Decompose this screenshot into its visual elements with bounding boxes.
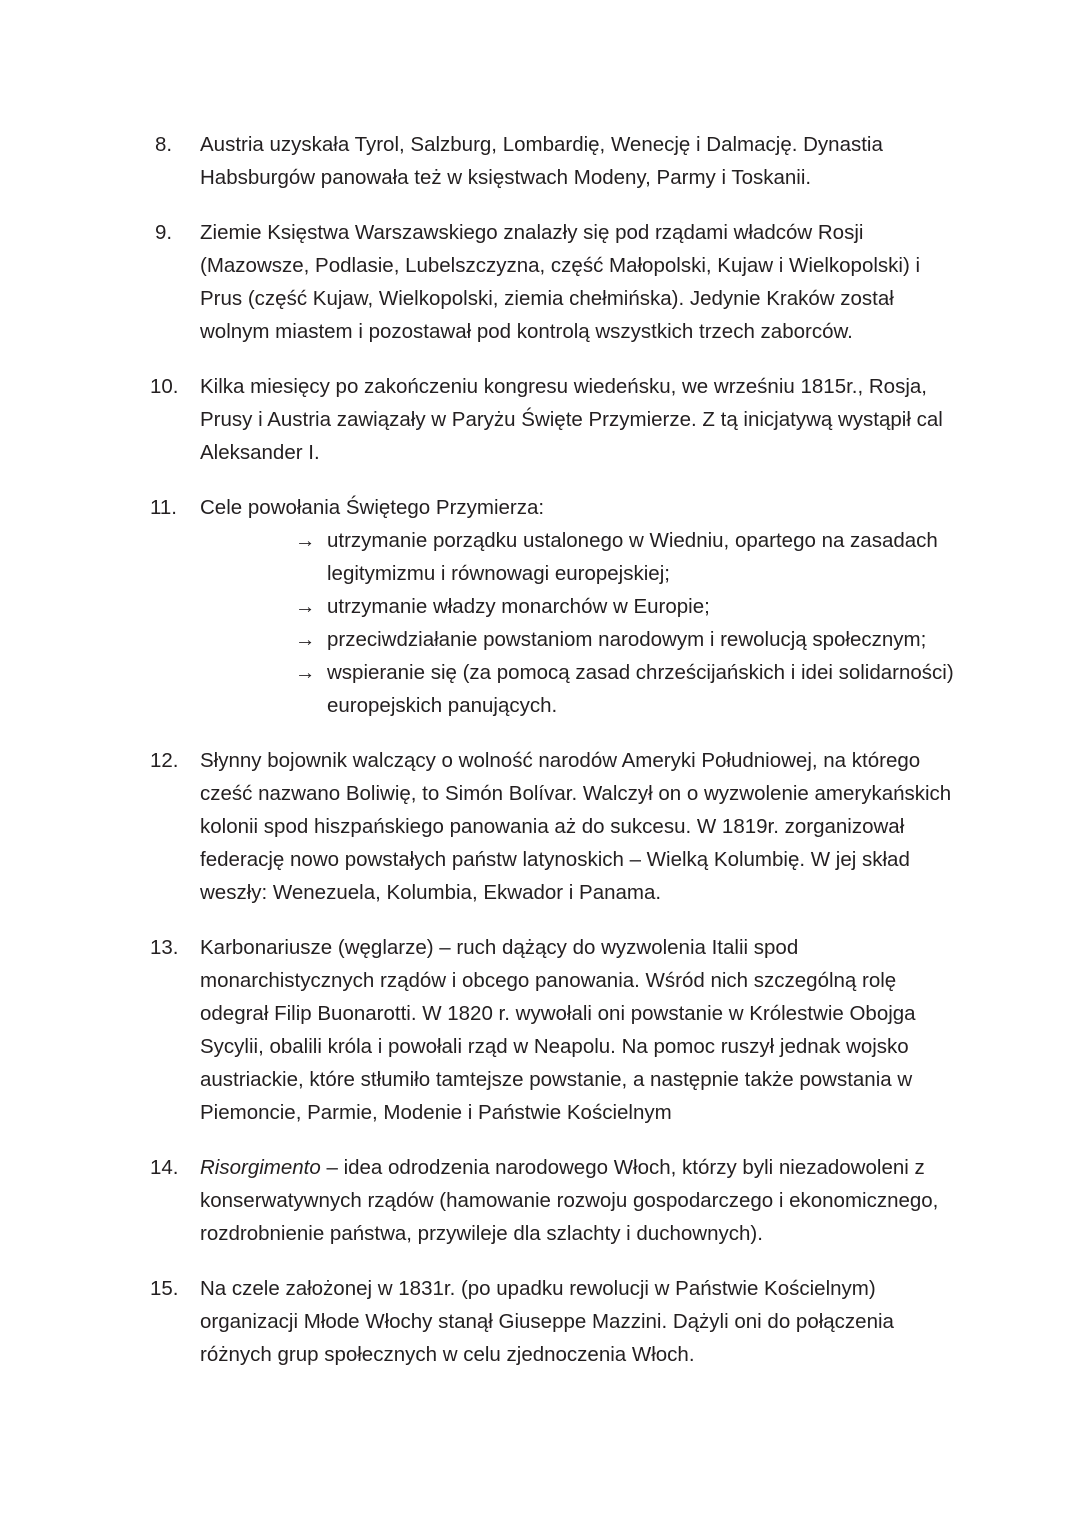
list-item <box>150 1151 955 1250</box>
list-item-number: 12. <box>150 749 179 772</box>
list-item-text <box>200 1151 955 1250</box>
arrow-list-item-text: wspieranie się (za pomocą zasad chrześcijańskich i idei solidarności) europejskich panujących. <box>327 661 954 717</box>
list-item <box>150 491 955 722</box>
list-item-number: 14. <box>150 1156 179 1179</box>
arrow-list-item <box>295 623 955 656</box>
arrow-list-item <box>295 656 955 722</box>
document-body <box>150 128 955 1371</box>
list-item-text: Austria uzyskała Tyrol, Salzburg, Lombardię, Wenecję i Dalmację. Dynastia Habsburgów panowała też w księstwach Modeny, Parmy i Toskanii. <box>200 133 883 189</box>
arrow-right-icon: → <box>295 595 316 618</box>
list-item-text: Na czele założonej w 1831r. (po upadku rewolucji w Państwie Kościelnym) organizacji Młode Włochy stanął Giuseppe Mazzini. Dążyli oni do połączenia różnych grup społecznych w celu zjednoczenia Włoch. <box>200 1277 894 1366</box>
arrow-list-item-text: przeciwdziałanie powstaniom narodowym i rewolucją społecznym; <box>327 628 927 651</box>
arrow-list-item <box>295 590 955 623</box>
arrow-list-item-text: utrzymanie porządku ustalonego w Wiedniu, opartego na zasadach legitymizmu i równowagi europejskiej; <box>327 529 938 585</box>
list-item-text: Słynny bojownik walczący o wolność narodów Ameryki Południowej, na którego cześć nazwano Boliwię, to Simón Bolívar. Walczył on o wyzwolenie amerykańskich kolonii spod hiszpańskiego panowania aż do sukcesu. W 1819r. zorganizował federację nowo powstałych państw latynoskich – Wielką Kolumbię. W jej skład weszły: Wenezuela, Kolumbia, Ekwador i Panama. <box>200 749 952 904</box>
list-item-text-rest: – idea odrodzenia narodowego Włoch, którzy byli niezadowoleni z konserwatywnych rządów (hamowanie rozwoju gospodarczego i ekonomicznego, rozdrobnienie państwa, przywileje dla szlachty i duchownych). <box>200 1156 939 1245</box>
list-item-number: 10. <box>150 375 179 398</box>
list-item-number: 8. <box>155 133 173 156</box>
emphasized-term: Risorgimento <box>200 1156 321 1179</box>
list-item-number: 15. <box>150 1277 179 1300</box>
list-item <box>155 216 955 348</box>
list-item <box>150 1272 955 1371</box>
list-item-number: 11. <box>150 496 177 519</box>
arrow-right-icon: → <box>295 628 316 651</box>
list-item-number: 9. <box>155 221 173 244</box>
list-item-text: Karbonariusze (węglarze) – ruch dążący do wyzwolenia Italii spod monarchistycznych rządów i obcego panowania. Wśród nich szczególną rolę odegrał Filip Buonarotti. W 1820 r. wywołali oni powstanie w Królestwie Obojga Sycylii, obalili króla i powołali rząd w Neapolu. Na pomoc ruszył jednak wojsko austriackie, które stłumiło tamtejsze powstanie, a następnie także powstania w Piemoncie, Parmie, Modenie i Państwie Kościelnym <box>200 936 916 1124</box>
list-item-text: Kilka miesięcy po zakończeniu kongresu wiedeńsku, we wrześniu 1815r., Rosja, Prusy i Austria zawiązały w Paryżu Święte Przymierze. Z tą inicjatywą wystąpił cal Aleksander I. <box>200 375 943 464</box>
list-item <box>150 370 955 469</box>
numbered-list <box>150 128 955 1371</box>
list-item <box>155 128 955 194</box>
arrow-sub-list <box>200 524 955 722</box>
arrow-right-icon: → <box>295 661 316 684</box>
list-item-text: Cele powołania Świętego Przymierza: <box>200 496 545 519</box>
list-item <box>150 931 955 1129</box>
arrow-list-item-text: utrzymanie władzy monarchów w Europie; <box>327 595 710 618</box>
list-item-text: Ziemie Księstwa Warszawskiego znalazły się pod rządami władców Rosji (Mazowsze, Podlasie, Lubelszczyzna, część Małopolski, Kujaw i Wielkopolski) i Prus (część Kujaw, Wielkopolski, ziemia chełmińska). Jedynie Kraków został wolnym miastem i pozostawał pod kontrolą wszystkich trzech zaborców. <box>200 221 921 343</box>
arrow-list-item <box>295 524 955 590</box>
list-item-number: 13. <box>150 936 179 959</box>
list-item <box>150 744 955 909</box>
arrow-right-icon: → <box>295 529 316 552</box>
